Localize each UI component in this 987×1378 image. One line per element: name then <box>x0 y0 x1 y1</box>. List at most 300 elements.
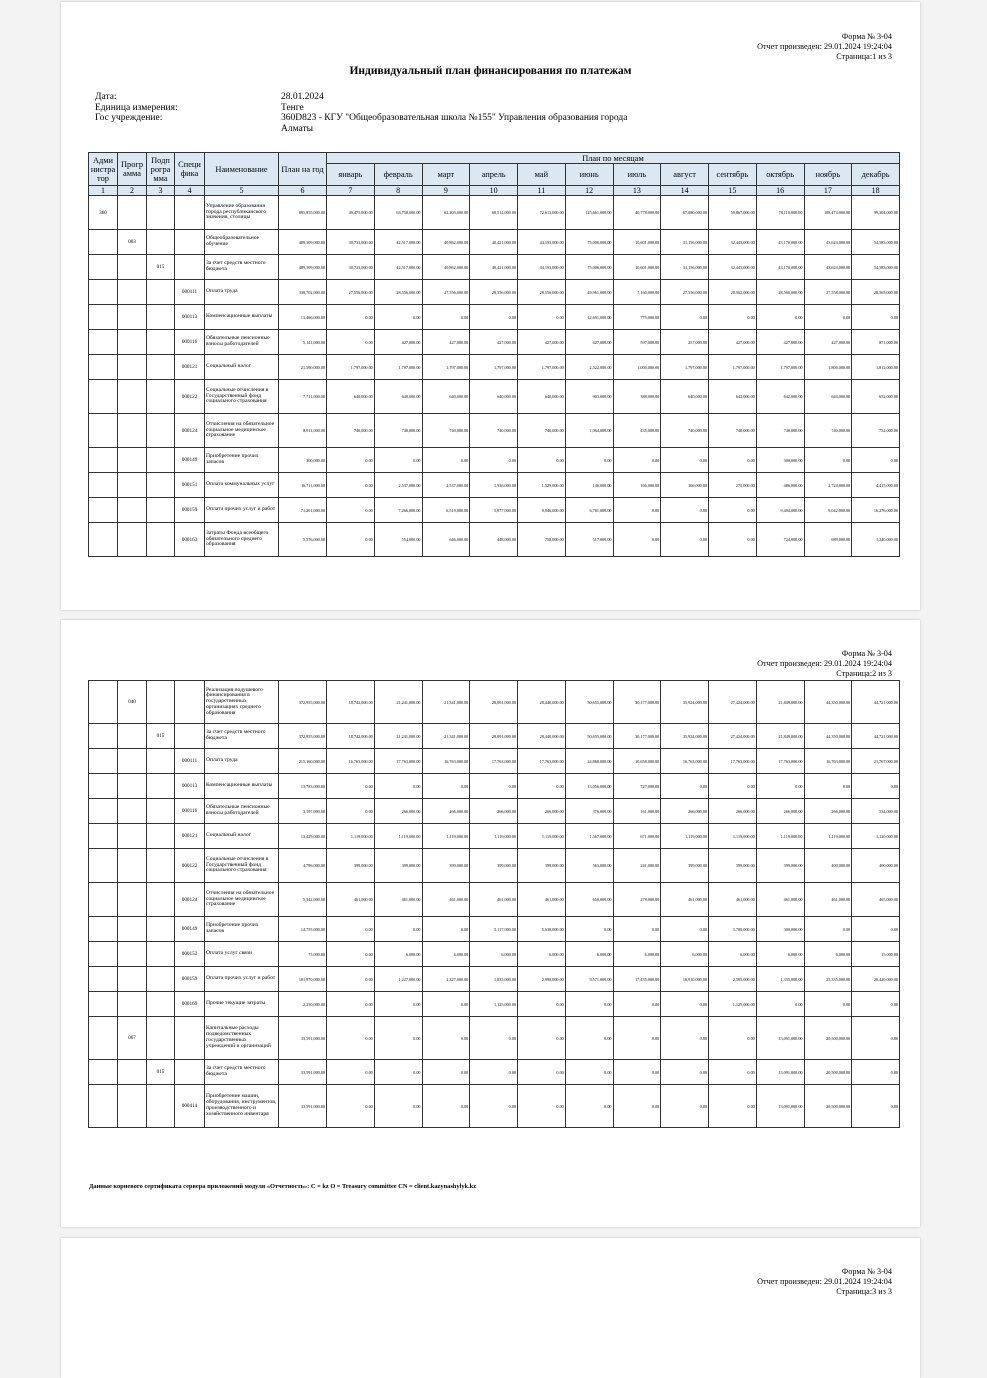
subprogram-code <box>147 473 175 498</box>
month-value: 388,000.00 <box>613 380 661 414</box>
month-value: 399,000.00 <box>709 849 757 883</box>
month-value: 40,778,000.00 <box>613 196 661 230</box>
year-plan-value: 33,591,000.00 <box>279 1060 327 1085</box>
month-value: 0.00 <box>374 305 422 330</box>
month-value: 20,500,000.00 <box>804 1060 852 1085</box>
specifics-code: 000122 <box>175 380 205 414</box>
month-value: 740,000.00 <box>470 414 518 448</box>
month-value: 6,519,000.00 <box>422 498 470 523</box>
subprogram-code: 015 <box>147 1060 175 1085</box>
month-value: 740,000.00 <box>661 414 709 448</box>
financing-table-page-2 <box>88 680 900 1128</box>
unit-value: Тенге <box>281 102 304 113</box>
program-code <box>118 992 147 1017</box>
month-value: 44,721,000.00 <box>852 681 900 724</box>
month-value: 0.00 <box>804 774 852 799</box>
admin-code <box>89 355 118 380</box>
month-value: 554,000.00 <box>374 523 422 557</box>
item-name: Прочие текущие затраты <box>205 992 279 1017</box>
month-value: 32,443,000.00 <box>709 230 757 255</box>
month-value: 0.00 <box>709 305 757 330</box>
program-code <box>118 355 147 380</box>
item-name: Оплата услуг связи <box>205 942 279 967</box>
month-value: 640,000.00 <box>374 380 422 414</box>
month-value: 1,797,000.00 <box>709 355 757 380</box>
table-row <box>89 849 900 883</box>
financing-table-page-1 <box>88 152 900 557</box>
month-header: январь <box>327 164 375 186</box>
month-value: 7,160,000.00 <box>613 280 661 305</box>
year-plan-value: 16,711,000.00 <box>279 473 327 498</box>
month-value: 1,335,000.00 <box>756 967 804 992</box>
year-plan-value: 215,160,000.00 <box>279 749 327 774</box>
month-value: 640,000.00 <box>422 380 470 414</box>
month-value: 300,000.00 <box>756 917 804 942</box>
month-value: 0.00 <box>852 992 900 1017</box>
produced-timestamp: Отчет произведен: 29.01.2024 19:24:04 <box>757 42 892 51</box>
col-subprogram-header: Подп рогра мма <box>147 153 175 186</box>
column-number: 8 <box>374 186 422 196</box>
month-value: 62,203,000.00 <box>422 196 470 230</box>
item-name: Отчисления на обязательное социальное медицинское страхование <box>205 883 279 917</box>
program-code <box>118 473 147 498</box>
month-value: 30,733,000.00 <box>327 255 375 280</box>
month-value: 275,000.00 <box>709 473 757 498</box>
item-name: Обязательные пенсионные взносы работодателей <box>205 330 279 355</box>
month-value: 0.00 <box>470 774 518 799</box>
month-value: 775,000.00 <box>613 305 661 330</box>
column-number: 18 <box>852 186 900 196</box>
item-name: Приобретение прочих запасов <box>205 448 279 473</box>
page-counter: Страница:3 из 3 <box>836 1287 892 1296</box>
month-value: 0.00 <box>804 917 852 942</box>
month-value: 0.00 <box>613 1060 661 1085</box>
month-value: 0.00 <box>470 448 518 473</box>
month-value: 0.00 <box>709 1085 757 1128</box>
month-value: 399,000.00 <box>756 849 804 883</box>
month-value: 2,585,000.00 <box>709 967 757 992</box>
month-value: 0.00 <box>518 774 566 799</box>
item-name: Социальные отчисления в Государственный фонд социального страхования <box>205 380 279 414</box>
month-value: 13,091,000.00 <box>756 1060 804 1085</box>
month-value: 300,000.00 <box>756 448 804 473</box>
table-row <box>89 280 900 305</box>
year-plan-value: 21,590,000.00 <box>279 355 327 380</box>
month-value: 42,517,000.00 <box>374 230 422 255</box>
program-code <box>118 749 147 774</box>
month-value: 0.00 <box>852 448 900 473</box>
month-value: 0.00 <box>374 992 422 1017</box>
subprogram-code <box>147 498 175 523</box>
month-value: 1,797,000.00 <box>470 355 518 380</box>
month-value: 0.00 <box>565 1017 613 1060</box>
month-value: 6,000.00 <box>422 942 470 967</box>
month-value: 461,000.00 <box>374 883 422 917</box>
month-value: 1,000,000.00 <box>613 355 661 380</box>
month-value: 752,000.00 <box>852 414 900 448</box>
month-value: 6,000.00 <box>374 942 422 967</box>
month-value: 0.00 <box>613 992 661 1017</box>
month-value: 689,000.00 <box>804 523 852 557</box>
month-value: 15,000.00 <box>852 942 900 967</box>
item-name: Приобретение прочих запасов <box>205 917 279 942</box>
admin-code <box>89 992 118 1017</box>
month-value: 63,758,000.00 <box>374 196 422 230</box>
month-value: 0.00 <box>518 1060 566 1085</box>
org-value: 360D823 - КГУ "Общеобразовательная школа №155" Управления образования города Алматы <box>281 113 628 134</box>
month-value: 650,000.00 <box>565 883 613 917</box>
month-value: 6,000.00 <box>470 942 518 967</box>
month-value: 0.00 <box>327 448 375 473</box>
program-code <box>118 724 147 749</box>
subprogram-code <box>147 681 175 724</box>
column-number: 16 <box>756 186 804 196</box>
month-value: 10,601,000.00 <box>613 230 661 255</box>
program-code: 040 <box>118 681 147 724</box>
month-value: 99,304,000.00 <box>852 196 900 230</box>
item-name: Обязательные пенсионные взносы работодателей <box>205 799 279 824</box>
program-code <box>118 1060 147 1085</box>
month-value: 427,000.00 <box>709 330 757 355</box>
month-value: 1,119,000.00 <box>518 824 566 849</box>
item-name: Социальные отчисления в Государственный фонд социального страхования <box>205 849 279 883</box>
specifics-code <box>175 681 205 724</box>
subprogram-code <box>147 824 175 849</box>
column-number: 5 <box>205 186 279 196</box>
program-code: 067 <box>118 1017 147 1060</box>
column-number: 15 <box>709 186 757 196</box>
subprogram-code <box>147 355 175 380</box>
month-value: 31,156,000.00 <box>661 230 709 255</box>
table-row <box>89 305 900 330</box>
month-value: 28,565,000.00 <box>852 280 900 305</box>
admin-code <box>89 473 118 498</box>
month-value: 435,000.00 <box>613 414 661 448</box>
table-row <box>89 942 900 967</box>
program-code <box>118 523 147 557</box>
month-value: 0.00 <box>709 498 757 523</box>
month-value: 6,000.00 <box>613 942 661 967</box>
month-value: 427,000.00 <box>470 330 518 355</box>
specifics-code: 000113 <box>175 774 205 799</box>
specifics-code: 000159 <box>175 498 205 523</box>
month-value: 43,170,000.00 <box>756 255 804 280</box>
form-number: Форма № 3-04 <box>841 649 892 658</box>
date-label: Дата: <box>95 92 117 102</box>
specifics-code <box>175 1017 205 1060</box>
admin-code: 360 <box>89 196 118 230</box>
month-value: 0.00 <box>852 1060 900 1085</box>
month-value: 0.00 <box>422 774 470 799</box>
month-value: 1,120,000.00 <box>852 824 900 849</box>
col-year-plan-header: План на год <box>279 153 327 186</box>
month-value: 0.00 <box>661 917 709 942</box>
month-value: 427,000.00 <box>374 330 422 355</box>
program-code <box>118 883 147 917</box>
table-row <box>89 749 900 774</box>
admin-code <box>89 1017 118 1060</box>
month-value: 400,000.00 <box>804 849 852 883</box>
month-value: 25,335,000.00 <box>804 967 852 992</box>
month-value: 0.00 <box>422 448 470 473</box>
month-value: 6,000.00 <box>709 942 757 967</box>
table-row <box>89 355 900 380</box>
date-value: 28.01.2024 <box>281 92 324 102</box>
program-code <box>118 414 147 448</box>
month-header: апрель <box>470 164 518 186</box>
subprogram-code <box>147 448 175 473</box>
specifics-code: 000121 <box>175 355 205 380</box>
month-value: 67,080,000.00 <box>661 196 709 230</box>
year-plan-value: 489,309,000.00 <box>279 255 327 280</box>
month-value: 21,341,000.00 <box>422 681 470 724</box>
month-value: 0.00 <box>613 523 661 557</box>
month-value: 0.00 <box>327 1017 375 1060</box>
month-value: 54,583,000.00 <box>852 230 900 255</box>
col-name-header: Наименование <box>205 153 279 186</box>
month-header: декабрь <box>852 164 900 186</box>
month-value: 30,177,000.00 <box>613 681 661 724</box>
month-value: 75,006,000.00 <box>565 230 613 255</box>
month-value: 0.00 <box>327 1060 375 1085</box>
month-value: 740,000.00 <box>374 414 422 448</box>
month-value: 0.00 <box>422 1060 470 1085</box>
year-plan-value: 101,970,000.00 <box>279 967 327 992</box>
item-name: За счет средств местного бюджета <box>205 1060 279 1085</box>
specifics-code: 000113 <box>175 305 205 330</box>
month-value: 517,000.00 <box>565 523 613 557</box>
month-value: 0.00 <box>613 917 661 942</box>
month-value: 646,000.00 <box>422 523 470 557</box>
month-value: 0.00 <box>470 1085 518 1128</box>
month-value: 266,000.00 <box>374 799 422 824</box>
month-value: 21,767,000.00 <box>852 749 900 774</box>
month-value: 671,000.00 <box>613 824 661 849</box>
month-value: 1,797,000.00 <box>661 355 709 380</box>
page-header <box>757 32 892 62</box>
month-value: 50,655,000.00 <box>565 681 613 724</box>
admin-code <box>89 523 118 557</box>
admin-code <box>89 883 118 917</box>
month-value: 871,000.00 <box>852 330 900 355</box>
report-title: Индивидуальный план финансирования по платежам <box>349 65 632 77</box>
month-value: 0.00 <box>852 305 900 330</box>
month-value: 0.00 <box>374 1085 422 1128</box>
month-value: 461,000.00 <box>518 883 566 917</box>
month-value: 0.00 <box>374 1060 422 1085</box>
admin-code <box>89 380 118 414</box>
month-value: 640,000.00 <box>327 380 375 414</box>
month-value: 5,117,000.00 <box>470 917 518 942</box>
month-value: 27,556,000.00 <box>327 280 375 305</box>
month-value: 640,000.00 <box>470 380 518 414</box>
month-value: 0.00 <box>613 1017 661 1060</box>
month-value: 644,000.00 <box>804 380 852 414</box>
specifics-code: 000124 <box>175 414 205 448</box>
month-value: 1,797,000.00 <box>327 355 375 380</box>
year-plan-value: 372,955,000.00 <box>279 681 327 724</box>
program-code <box>118 824 147 849</box>
year-plan-value: 2,250,000.00 <box>279 992 327 1017</box>
month-header: октябрь <box>756 164 804 186</box>
item-name: Отчисления на обязательное социальное медицинское страхование <box>205 414 279 448</box>
specifics-code <box>175 230 205 255</box>
year-plan-value: 489,309,000.00 <box>279 230 327 255</box>
month-value: 1,797,000.00 <box>518 355 566 380</box>
month-value: 0.00 <box>661 1085 709 1128</box>
item-name: За счет средств местного бюджета <box>205 724 279 749</box>
month-value: 0.00 <box>804 305 852 330</box>
month-value: 640,000.00 <box>518 380 566 414</box>
year-plan-value: 895,855,000.00 <box>279 196 327 230</box>
month-value: 5,877,000.00 <box>470 498 518 523</box>
month-value: 28,560,000.00 <box>756 280 804 305</box>
month-value: 376,000.00 <box>565 799 613 824</box>
month-value: 17,763,000.00 <box>470 749 518 774</box>
month-value: 0.00 <box>565 992 613 1017</box>
specifics-code: 000151 <box>175 473 205 498</box>
admin-code <box>89 230 118 255</box>
table-row <box>89 473 900 498</box>
admin-code <box>89 255 118 280</box>
month-value: 0.00 <box>374 448 422 473</box>
month-value: 44,193,000.00 <box>518 230 566 255</box>
month-value: 0.00 <box>470 1017 518 1060</box>
program-code <box>118 498 147 523</box>
month-value: 0.00 <box>374 774 422 799</box>
program-code <box>118 380 147 414</box>
column-number: 3 <box>147 186 175 196</box>
table-row <box>89 523 900 557</box>
item-name: За счет средств местного бюджета <box>205 255 279 280</box>
admin-code <box>89 917 118 942</box>
month-value: 0.00 <box>565 917 613 942</box>
table-row <box>89 967 900 992</box>
month-value: 7,266,000.00 <box>374 498 422 523</box>
month-value: 0.00 <box>852 1085 900 1128</box>
admin-code <box>89 305 118 330</box>
month-value: 2,522,000.00 <box>565 355 613 380</box>
month-value: 0.00 <box>327 799 375 824</box>
month-value: 278,000.00 <box>613 883 661 917</box>
month-value: 1,240,000.00 <box>852 523 900 557</box>
month-value: 0.00 <box>756 305 804 330</box>
month-value: 1,797,000.00 <box>756 355 804 380</box>
column-number: 1 <box>89 186 118 196</box>
program-code <box>118 196 147 230</box>
specifics-code <box>175 724 205 749</box>
subprogram-code <box>147 280 175 305</box>
item-name: Реализация подушевого финансирования в государственных организациях среднего образования <box>205 681 279 724</box>
month-value: 461,000.00 <box>422 883 470 917</box>
month-value: 461,000.00 <box>709 883 757 917</box>
month-value: 17,763,000.00 <box>518 749 566 774</box>
admin-code <box>89 1060 118 1085</box>
month-value: 399,000.00 <box>327 849 375 883</box>
admin-code <box>89 749 118 774</box>
month-value: 6,000.00 <box>756 942 804 967</box>
month-value: 1,119,000.00 <box>804 824 852 849</box>
year-plan-value: 372,955,000.00 <box>279 724 327 749</box>
month-value: 465,000.00 <box>852 883 900 917</box>
specifics-code <box>175 255 205 280</box>
month-value: 1,064,000.00 <box>565 414 613 448</box>
item-name: Капитальные расходы подведомственных государственных учреждений и организаций <box>205 1017 279 1060</box>
month-value: 0.00 <box>327 774 375 799</box>
program-code <box>118 849 147 883</box>
month-value: 740,000.00 <box>804 414 852 448</box>
month-value: 27,558,000.00 <box>804 280 852 305</box>
month-value: 448,000.00 <box>470 523 518 557</box>
table-row <box>89 1017 900 1060</box>
month-value: 0.00 <box>518 448 566 473</box>
month-value: 0.00 <box>852 774 900 799</box>
month-value: 399,000.00 <box>374 849 422 883</box>
page-header <box>757 1267 892 1297</box>
program-code <box>118 917 147 942</box>
month-value: 0.00 <box>661 1060 709 1085</box>
report-page-1 <box>61 2 920 610</box>
item-name: Оплата коммунальных услуг <box>205 473 279 498</box>
year-plan-value: 14,755,000.00 <box>279 917 327 942</box>
month-value: 241,000.00 <box>613 849 661 883</box>
month-header: сентябрь <box>709 164 757 186</box>
year-plan-value: 5,141,000.00 <box>279 330 327 355</box>
program-code <box>118 255 147 280</box>
month-value: 1,119,000.00 <box>661 824 709 849</box>
month-value: 563,000.00 <box>565 849 613 883</box>
month-value: 17,435,000.00 <box>613 967 661 992</box>
month-value: 20,500,000.00 <box>804 1085 852 1128</box>
month-value: 3,700,000.00 <box>709 917 757 942</box>
item-name: Оплата прочих услуг и работ <box>205 498 279 523</box>
subprogram-code <box>147 1017 175 1060</box>
month-value: 40,421,000.00 <box>470 255 518 280</box>
table-row <box>89 992 900 1017</box>
month-value: 40,862,000.00 <box>422 255 470 280</box>
subprogram-code <box>147 230 175 255</box>
month-value: 72,613,000.00 <box>518 196 566 230</box>
year-plan-value: 13,429,000.00 <box>279 824 327 849</box>
month-value: 0.00 <box>565 1060 613 1085</box>
specifics-code: 000149 <box>175 448 205 473</box>
month-value: 257,000.00 <box>661 330 709 355</box>
org-label: Гос учреждение: <box>95 113 163 123</box>
month-header: май <box>518 164 566 186</box>
subprogram-code <box>147 523 175 557</box>
month-value: 9,946,000.00 <box>518 498 566 523</box>
month-value: 1,119,000.00 <box>327 824 375 849</box>
month-value: 166,000.00 <box>661 473 709 498</box>
specifics-code: 000111 <box>175 749 205 774</box>
subprogram-code: 015 <box>147 255 175 280</box>
month-value: 461,000.00 <box>804 883 852 917</box>
page-counter: Страница:1 из 3 <box>836 52 892 61</box>
month-value: 0.00 <box>327 330 375 355</box>
month-value: 27,556,000.00 <box>661 280 709 305</box>
month-value: 28,091,000.00 <box>470 724 518 749</box>
column-number: 12 <box>565 186 613 196</box>
month-value: 43,170,000.00 <box>756 230 804 255</box>
month-value: 427,000.00 <box>518 330 566 355</box>
month-value: 1,797,000.00 <box>374 355 422 380</box>
month-value: 21,341,000.00 <box>422 724 470 749</box>
month-value: 0.00 <box>613 498 661 523</box>
month-value: 42,517,000.00 <box>374 255 422 280</box>
specifics-code <box>175 196 205 230</box>
month-value: 461,000.00 <box>756 883 804 917</box>
month-value: 17,763,000.00 <box>709 749 757 774</box>
